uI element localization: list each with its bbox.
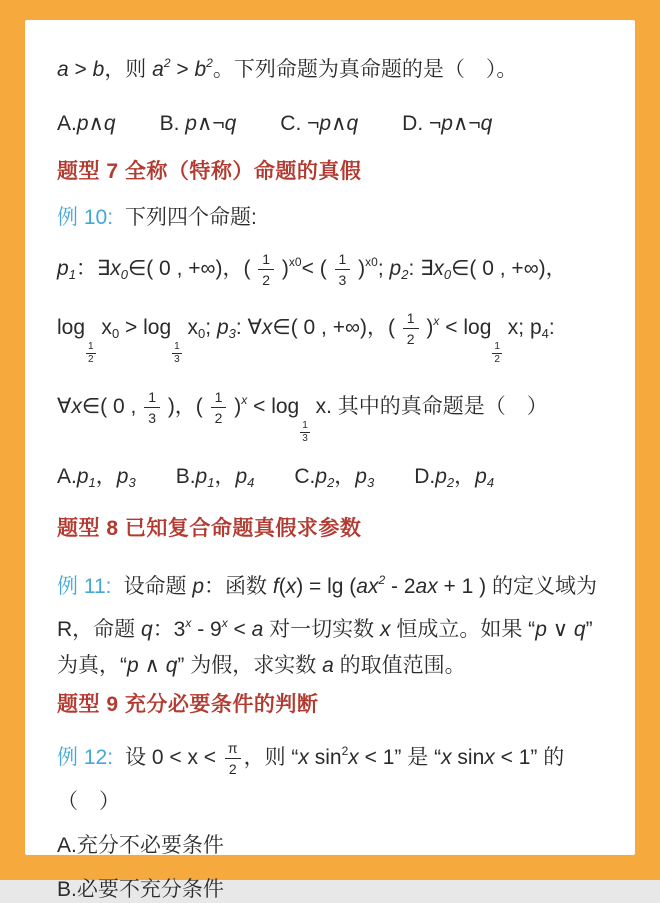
option-a: A.p∧q	[57, 112, 116, 135]
proposition-line-3: ∀x∈( 0 , $\frac{1}{3}$ )，( $\frac{1}{2}$ )$^x$ < log $\frac{1}{3}$ x. 其中的真命题是（ ）	[57, 388, 548, 444]
options-row-q10	[57, 464, 607, 496]
example-12-text: 设 0 < x < $\frac{\pi}{2}$ ，则 “x $\sin^2x < 1$” 是 “x sinx < 1” 的	[125, 739, 565, 777]
example-12	[57, 732, 607, 783]
option-c: C.p2，p3	[294, 465, 375, 490]
example-10	[57, 205, 607, 231]
section-heading-9: 题型 9 充分必要条件的判断	[57, 693, 319, 716]
question-stem: a > b，则 $a^2 > b^2$。下列命题为真命题的是（ ）。	[57, 56, 518, 81]
option-c: C. ¬p∧q	[280, 112, 359, 135]
option-b-necessity: B.必要不充分条件	[57, 877, 224, 901]
proposition-line-2: log $\frac{1}{2}$ x0 > log $\frac{1}{3}$ x0; p3: ∀x∈( 0 , +∞)，( $\frac{1}{2}$ )$^x$ < log $\frac{1}{2}$ x; p4:	[57, 309, 555, 365]
proposition-line-1: p1：∃x0∈( 0 , +∞)，( $\frac{1}{2}$ )$^{x0}$< ( $\frac{1}{3}$ )$^{x0}$; p2: ∃x0∈( 0 , +∞)，	[57, 250, 567, 288]
example-10-text: 下列四个命题:	[125, 206, 257, 229]
options-row-q6	[57, 111, 607, 137]
option-a: A.p1，p3	[57, 465, 136, 490]
option-b: B.p1，p4	[175, 465, 255, 490]
section-heading-8: 题型 8 已知复合命题真假求参数	[57, 517, 362, 540]
content-card	[25, 20, 635, 901]
example-11-label: 例 11:	[57, 575, 112, 598]
option-a-sufficiency: A.充分不必要条件	[57, 833, 224, 857]
example-10-label: 例 10:	[57, 206, 114, 229]
answer-parentheses: （ ）	[57, 789, 120, 813]
option-b: B. p∧¬q	[159, 112, 237, 135]
example-12-label: 例 12:	[57, 746, 114, 769]
option-d: D.p2，p4	[414, 465, 495, 490]
section-heading-7: 题型 7 全称（特称）命题的真假	[57, 160, 362, 183]
example-11-text: 设命题 p：函数 $f(x) = \lg (ax^2 - 2ax + 1$ ) 的定义域为 R，命题 q：$3^x - 9^x < a$ 对一切实数 x 恒成立。如果 “p ∨ q” 为真，“p ∧ q” 为假，求实数 a 的取值范围。	[57, 573, 597, 677]
example-11	[57, 562, 607, 684]
option-d: D. ¬p∧¬q	[402, 112, 493, 135]
